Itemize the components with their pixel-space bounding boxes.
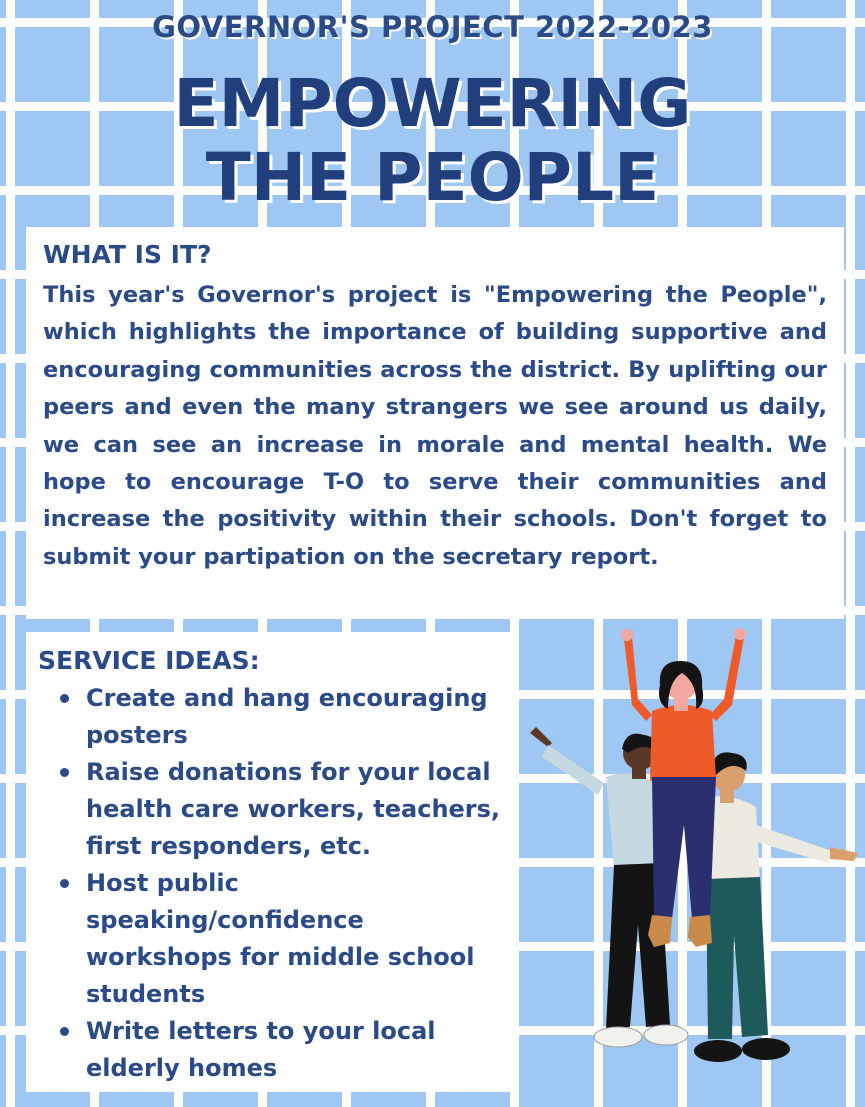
right-person-figure [694,752,858,1062]
list-item [38,680,506,754]
bullet-icon [60,768,69,777]
bullet-icon [60,694,69,703]
idea-text: Raise donations for your local health care workers, teachers, first responders, etc. [86,758,501,860]
bullet-icon [60,879,69,888]
list-item [38,754,506,865]
idea-text: Write letters to your local elderly homes [86,1017,436,1082]
what-heading: WHAT IS IT? [43,240,212,269]
idea-text: Create and hang encouraging posters [86,684,488,749]
what-is-it-card [26,227,844,619]
project-subtitle: GOVERNOR'S PROJECT 2022-2023 [152,10,713,44]
idea-text: Host public speaking/confidence workshops for middle school students [86,869,475,1008]
list-item [38,1013,506,1087]
list-item [38,865,506,1013]
service-ideas-card [26,632,516,1092]
title-line-1: EMPOWERING [173,65,692,142]
three-people-celebrating-illustration [520,625,865,1085]
service-heading: SERVICE IDEAS: [38,646,260,675]
title-line-2: THE PEOPLE [205,139,660,216]
service-ideas-list [38,680,506,1087]
what-body: This year's Governor's project is "Empowering the People", which highlights the importance of building supportive and encouraging communities across the district. By uplifting our peers and even the many strangers we see around us daily, we can see an increase in morale and mental health. We hope to encourage T-O to serve their communities and increase the positivity within their schools. Don't forget to submit your partipation on the secretary report. [43,282,827,570]
bullet-icon [60,1027,69,1036]
